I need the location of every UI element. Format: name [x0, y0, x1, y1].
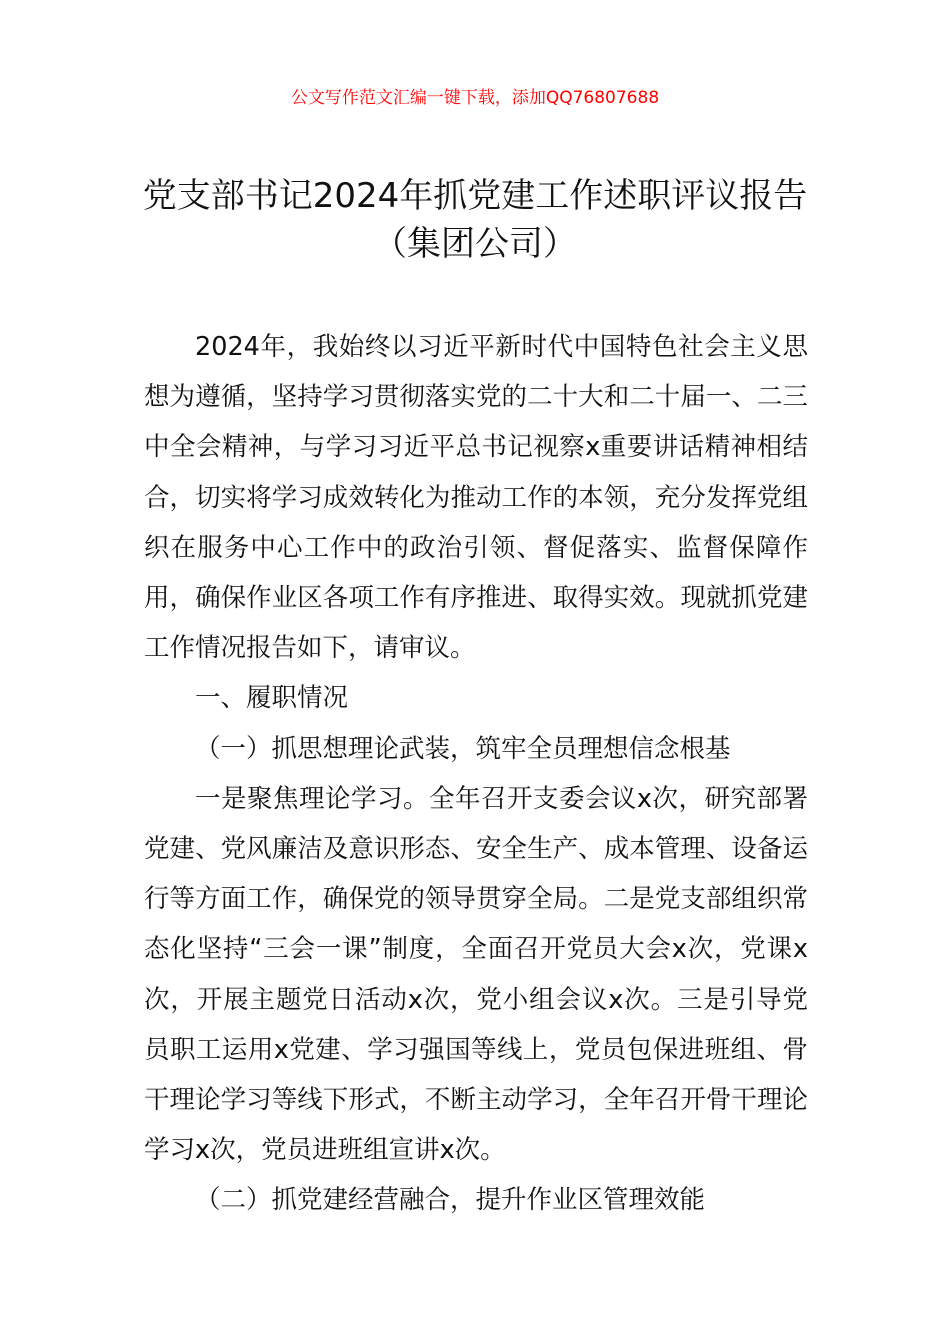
- download-banner: 公文写作范文汇编一键下载，添加QQ76807688: [290, 88, 660, 108]
- subsection-heading: （一）抓思想理论武装，筑牢全员理想信念根基: [195, 733, 731, 764]
- body-paragraph: 一是聚焦理论学习。全年召开支委会议x次，研究部署党建、党风廉洁及意识形态、安全生产、成本管理、设备运行等方面工作，确保党的领导贯穿全局。二是党支部组织常态化坚持“三会一课”制度，全面召开党员大会x次，党课x次，开展主题党日活动x次，党小组会议x次。三是引导党员职工运用x党建、学习强国等线上，党员包保进班组、骨干理论学习等线下形式，不断主动学习，全年召开骨干理论学习x次，党员进班组宣讲x次。: [144, 783, 808, 1166]
- intro-paragraph: 2024年，我始终以习近平新时代中国特色社会主义思想为遵循，坚持学习贯彻落实党的二十大和二十届一、二三中全会精神，与学习习近平总书记视察x重要讲话精神相结合，切实将学习成效转化为推动工作的本领，充分发挥党组织在服务中心工作中的政治引领、督促落实、监督保障作用，确保作业区各项工作有序推进、取得实效。现就抓党建工作情况报告如下，请审议。: [144, 332, 808, 664]
- section-heading: 一、履职情况: [195, 683, 349, 714]
- document-title: 党支部书记2024年抓党建工作述职评议报告（集团公司）: [142, 176, 808, 264]
- document-body: [144, 322, 808, 1226]
- subsection-heading: （二）抓党建经营融合，提升作业区管理效能: [195, 1185, 706, 1216]
